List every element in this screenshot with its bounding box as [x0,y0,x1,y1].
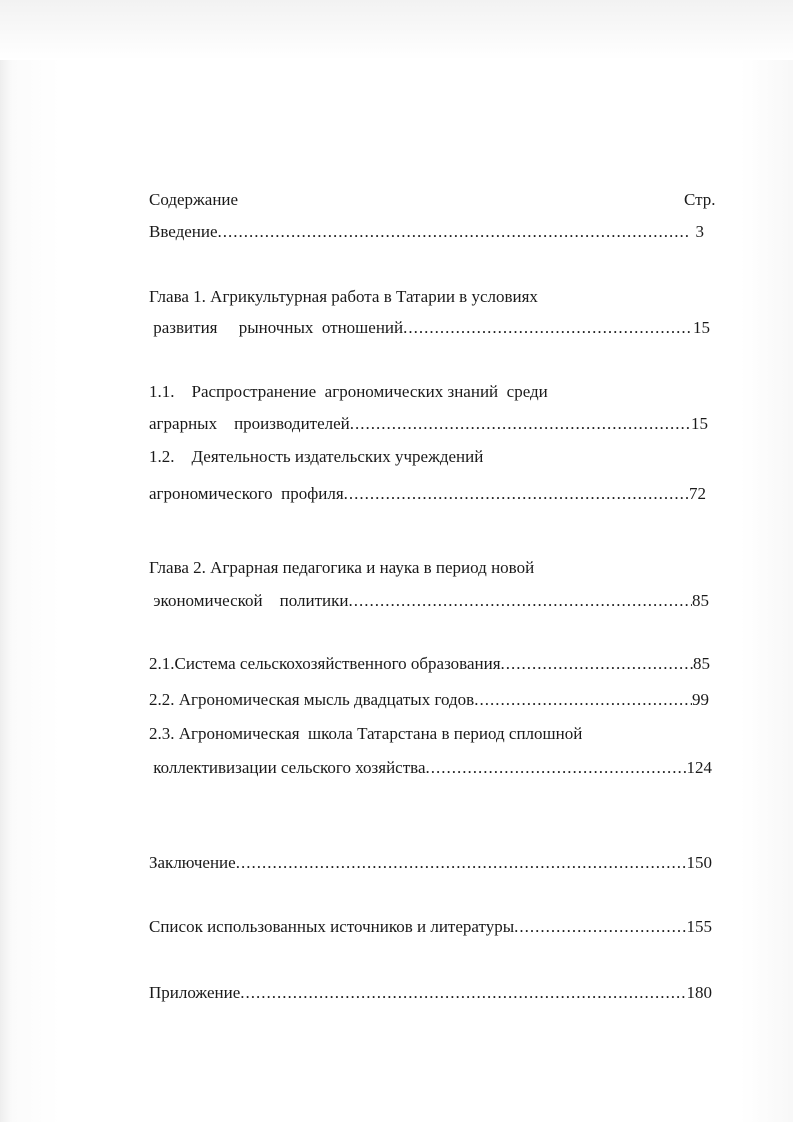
toc-entry-conclusion [149,853,712,873]
leader-dots [344,484,689,504]
toc-entry-section-2-1 [149,654,710,674]
toc-entry-page: 15 [691,414,708,433]
toc-entry-label: 2.1.Система сельскохозяйственного образования [149,654,501,673]
toc-entry-chapter1 [149,318,710,338]
toc-entry-section-2-2 [149,690,709,710]
leader-dots [514,917,686,937]
toc-entry-label: коллективизации сельского хозяйства [149,758,426,777]
toc-entry-bibliography [149,917,712,937]
toc-entry-label: Список использованных источников и литературы [149,917,515,936]
leader-dots [501,654,693,674]
toc-entry-label: Приложение [149,983,241,1002]
toc-entry-chapter2 [149,591,709,611]
toc-entry-appendix [149,983,712,1003]
toc-entry-label: развития рыночных отношений [149,318,404,337]
leader-dots [240,983,686,1003]
toc-entry-label: экономической политики [149,591,349,610]
toc-entry-page: 85 [693,654,710,673]
toc-entry-label: Введение [149,222,218,241]
toc-title: Содержание [149,190,239,209]
toc-entry-page: 15 [693,318,710,337]
toc-chapter1-line1: Глава 1. Агрикультурная работа в Татарии в условиях [149,287,538,306]
toc-section-2-3-line1: 2.3. Агрономическая школа Татарстана в период сплошной [149,724,583,743]
toc-entry-section-1-1 [149,414,708,434]
toc-chapter2-line1: Глава 2. Аграрная педагогика и наука в период новой [149,558,535,577]
toc-entry-page: 99 [692,690,709,709]
toc-entry-section-1-2 [149,484,706,504]
toc-entry-page: 150 [686,853,712,872]
toc-entry-page: 124 [686,758,712,777]
leader-dots [218,222,690,242]
toc-entry-page: 72 [689,484,706,503]
leader-dots [474,690,692,710]
toc-entry-page: 180 [686,983,712,1002]
toc-entry-page: 85 [692,591,709,610]
leader-dots [403,318,693,338]
leader-dots [236,853,687,873]
toc-entry-introduction [149,222,704,242]
page-column-label: Стр. [684,190,716,209]
toc-entry-label: агрономического профиля [149,484,344,503]
toc-entry-label: Заключение [149,853,236,872]
toc-section-1-2-line1: 1.2. Деятельность издательских учреждений [149,447,484,466]
toc-entry-label: 2.2. Агрономическая мысль двадцатых годов [149,690,475,709]
toc-entry-page: 155 [686,917,712,936]
leader-dots [350,414,691,434]
toc-entry-page: 3 [695,222,704,241]
toc-entry-label: аграрных производителей [149,414,350,433]
leader-dots [348,591,692,611]
leader-dots [426,758,687,778]
toc-section-1-1-line1: 1.1. Распространение агрономических знаний среди [149,382,548,401]
toc-entry-section-2-3 [149,758,712,778]
